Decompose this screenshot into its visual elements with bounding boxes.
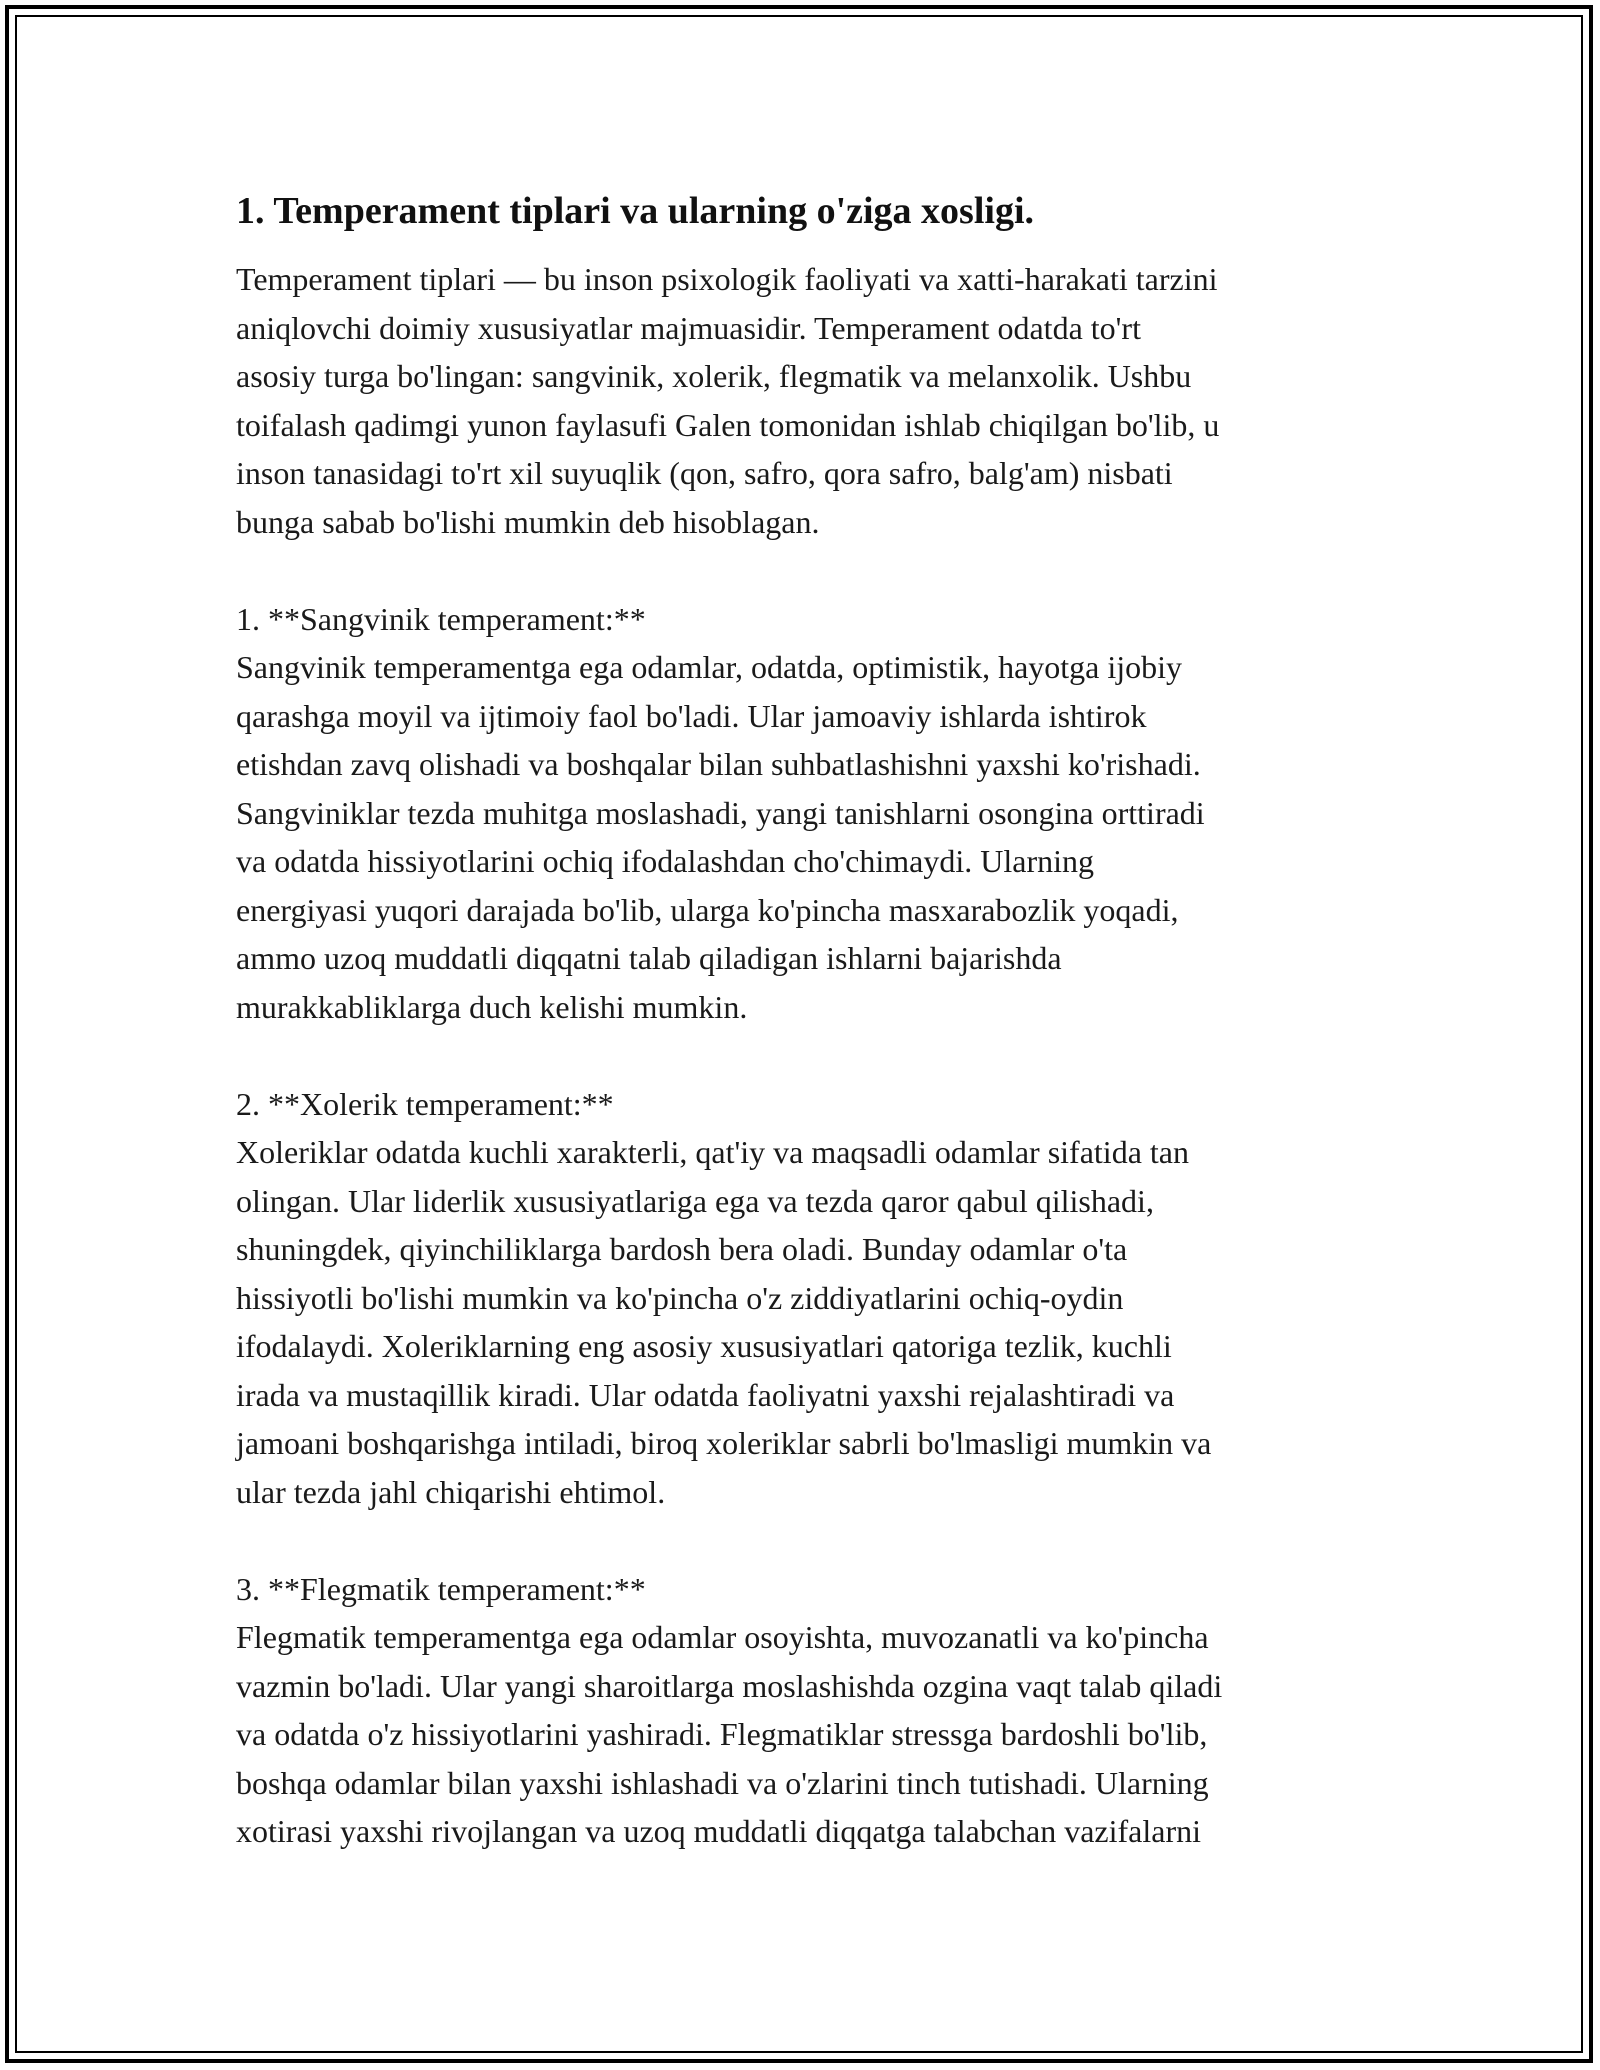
section-body-flegmatik: Flegmatik temperamentga ega odamlar osoyishta, muvozanatli va ko'pincha vazmin bo'ladi. Ular yangi sharoitlarga moslashishda ozgina vaqt talab qiladi va odatda o'z hissiyotlarini yashiradi. Flegmatiklar stressga bardoshli bo'lib, boshqa odamlar bilan yaxshi ishlashadi va o'zlarini tinch tutishadi. Ularning xotirasi yaxshi rivojlangan va uzoq muddatli diqqatga talabchan vazifalarni bbox=[236, 1619, 1223, 1849]
paragraph-gap bbox=[236, 1031, 1376, 1080]
paragraph-gap bbox=[236, 1516, 1376, 1565]
intro-paragraph: Temperament tiplari — bu inson psixologik faoliyati va xatti-harakati tarzini aniqlovchi doimiy xususiyatlar majmuasidir. Temperament odatda to'rt asosiy turga bo'lingan: sangvinik, xolerik, flegmatik va melanxolik. Ushbu toifalash qadimgi yunon faylasufi Galen tomonidan ishlab chiqilgan bo'lib, u inson tanasidagi to'rt xil suyuqlik (qon, safro, qora safro, balg'am) nisbati bunga sabab bo'lishi mumkin deb hisoblagan. bbox=[236, 261, 1220, 540]
section-title-sangvinik: 1. **Sangvinik temperament:** bbox=[236, 600, 646, 637]
document-body bbox=[236, 185, 1376, 1856]
paragraph-gap bbox=[236, 546, 1376, 595]
section-title-xolerik: 2. **Xolerik temperament:** bbox=[236, 1085, 614, 1122]
section-body-xolerik: Xoleriklar odatda kuchli xarakterli, qat'iy va maqsadli odamlar sifatida tan olingan. Ular liderlik xususiyatlariga ega va tezda qaror qabul qilishadi, shuningdek, qiyinchiliklarga bardosh bera oladi. Bunday odamlar o'ta hissiyotli bo'lishi mumkin va ko'pincha o'z ziddiyatlarini ochiq-oydin ifodalaydi. Xoleriklarning eng asosiy xususiyatlari qatoriga tezlik, kuchli irada va mustaqillik kiradi. Ular odatda faoliyatni yaxshi rejalashtiradi va jamoani boshqarishga intiladi, biroq xoleriklar sabrli bo'lmasligi mumkin va ular tezda jahl chiqarishi ehtimol. bbox=[236, 1134, 1212, 1510]
page-title: 1. Temperament tiplari va ularning o'ziga xosligi. bbox=[236, 190, 1035, 232]
section-body-sangvinik: Sangvinik temperamentga ega odamlar, odatda, optimistik, hayotga ijobiy qarashga moyil va ijtimoiy faol bo'ladi. Ular jamoaviy ishlarda ishtirok etishdan zavq olishadi va boshqalar bilan suhbatlashishni yaxshi ko'rishadi. Sangviniklar tezda muhitga moslashadi, yangi tanishlarni osongina orttiradi va odatda hissiyotlarini ochiq ifodalashdan cho'chimaydi. Ularning energiyasi yuqori darajada bo'lib, ularga ko'pincha masxarabozlik yoqadi, ammo uzoq muddatli diqqatni talab qiladigan ishlarni bajarishda murakkabliklarga duch kelishi mumkin. bbox=[236, 649, 1205, 1025]
section-title-flegmatik: 3. **Flegmatik temperament:** bbox=[236, 1570, 646, 1607]
